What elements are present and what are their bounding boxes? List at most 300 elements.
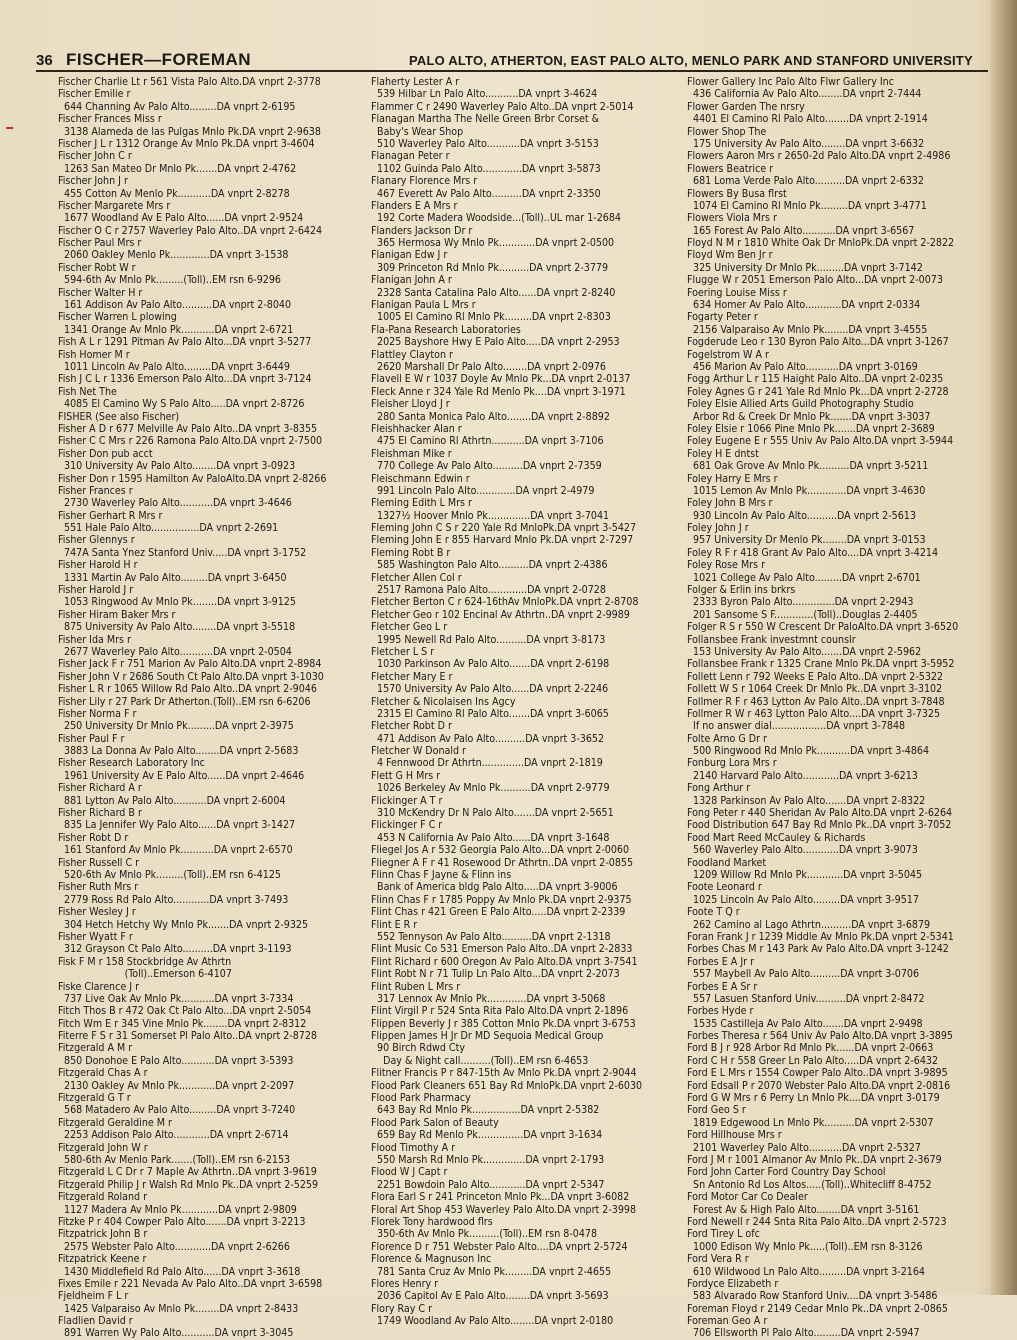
listing-line: Fleck Anne r 324 Yale Rd Menlo Pk....DA vnprt 3-1971	[371, 385, 626, 398]
listing-line: Fish A L r 1291 Pitman Av Palo Alto...DA vnprt 3-5277	[58, 336, 312, 349]
listing-line: Flattley Clayton r	[371, 348, 453, 361]
header-rule	[36, 70, 988, 72]
listing-line: Fleming Robt B r	[371, 546, 451, 559]
listing-line: Flanders Jackson Dr r	[371, 224, 473, 237]
listing-line: Flood W J Capt r	[371, 1166, 448, 1179]
listing-line: 250 University Dr Mnlo Pk.........DA vnprt 2-3975	[58, 720, 294, 733]
listing-line: Fisher Jack F r 751 Marion Av Palo Alto.DA vnprt 2-8984	[58, 658, 322, 671]
listing-line: 161 Addison Av Palo Alto..........DA vnprt 2-8040	[58, 299, 292, 312]
listing-line: 875 University Av Palo Alto........DA vnprt 3-5518	[58, 621, 296, 634]
listing-line: Floral Art Shop 453 Waverley Palo Alto.DA vnprt 2-3998	[371, 1203, 637, 1216]
listing-line: 747A Santa Ynez Stanford Univ.....DA vnprt 3-1752	[58, 546, 307, 559]
listing-line: Flowers By Busa flrst	[687, 187, 787, 200]
listing-line: Forbes E A Sr r	[687, 980, 758, 993]
listing-line: 1011 Lincoln Av Palo Alto.........DA vnprt 3-6449	[58, 360, 290, 373]
listing-line: 1021 College Av Palo Alto.........DA vnprt 2-6701	[687, 571, 921, 584]
listing-line: Fisher John V r 2686 South Ct Palo Alto.DA vnprt 3-1030	[58, 670, 324, 683]
listing-line: Sn Antonio Rd Los Altos.....(Toll)..Whitecliff 8-4752	[687, 1178, 932, 1191]
listing-line: 1074 El Camino Rl Mnlo Pk.........DA vnprt 3-4771	[687, 199, 927, 212]
listing-line: Ford C H r 558 Greer Ln Palo Alto.....DA vnprt 2-6432	[687, 1054, 939, 1067]
listing-line: Flood Park Salon of Beauty	[371, 1116, 499, 1129]
listing-line: 991 Lincoln Palo Alto.............DA vnprt 2-4979	[371, 484, 595, 497]
listing-line: Ford Tirey L ofc	[687, 1228, 760, 1241]
listing-line: 643 Bay Rd Mnlo Pk................DA vnprt 2-5382	[371, 1104, 600, 1117]
listing-line: 1209 Willow Rd Mnlo Pk............DA vnprt 3-5045	[687, 869, 923, 881]
listing-line: 2251 Bowdoin Palo Alto............DA vnprt 2-5347	[371, 1178, 605, 1191]
listing-line: 557 Lasuen Stanford Univ..........DA vnprt 2-8472	[687, 992, 925, 1005]
listing-line: Foley Agnes G r 241 Yale Rd Mnlo Pk...DA vnprt 2-2728	[687, 385, 949, 398]
listing-column-2	[371, 76, 671, 1327]
listing-line: 1053 Ringwood Av Mnlo Pk........DA vnprt 3-9125	[58, 596, 296, 609]
listing-line: 475 El Camino Rl Athrtn...........DA vnprt 3-7106	[371, 435, 604, 448]
listing-line: Flugge W r 2051 Emerson Palo Alto...DA vnprt 2-0073	[687, 274, 943, 287]
listing-line: Fischer Warren L plowing	[58, 311, 177, 324]
page-binding-edge	[990, 0, 1017, 1295]
listing-line: Ford G W Mrs r 6 Perry Ln Mnlo Pk....DA vnprt 3-0179	[687, 1092, 940, 1105]
listing-line: 539 Hilbar Ln Palo Alto...........DA vnprt 3-4624	[371, 88, 598, 101]
listing-line: 1570 University Av Palo Alto......DA vnprt 2-2246	[371, 683, 609, 696]
listing-line: Fliegner A F r 41 Rosewood Dr Athrtn..DA vnprt 2-0855	[371, 856, 634, 869]
listing-line: Flowers Aaron Mrs r 2650-2d Palo Alto.DA vnprt 2-4986	[687, 150, 951, 163]
listing-line: Fisher L R r 1065 Willow Rd Palo Alto..DA vnprt 2-9046	[58, 683, 317, 696]
listing-line: 957 University Dr Menlo Pk........DA vnprt 3-0153	[687, 534, 926, 547]
listing-line: Flanary Florence Mrs r	[371, 175, 478, 188]
listing-line: Foley Rose Mrs r	[687, 559, 765, 572]
listing-line: Ford J M r 1001 Almanor Av Mnlo Pk..DA vnprt 2-3679	[687, 1153, 942, 1166]
listing-line: 610 Wildwood Ln Palo Alto.........DA vnprt 3-2164	[687, 1265, 925, 1278]
listing-line: 467 Everett Av Palo Alto..........DA vnprt 2-3350	[371, 187, 601, 200]
listing-line: Fletcher L S r	[371, 645, 435, 658]
listing-line: FISHER (See also Fischer)	[58, 410, 180, 423]
listing-line: Foley John B Mrs r	[687, 497, 773, 510]
listing-line: Fischer John C r	[58, 150, 132, 163]
listing-line: 455 Cotton Av Menlo Pk...........DA vnprt 2-8278	[58, 187, 290, 200]
listing-line: Fleming John E r 855 Harvard Mnlo Pk.DA vnprt 2-7297	[371, 534, 634, 547]
listing-line: Fiske Clarence J r	[58, 980, 139, 993]
listing-line: Flint Music Co 531 Emerson Palo Alto..DA vnprt 2-2833	[371, 943, 633, 956]
listing-line: Fjeldheim F L r	[58, 1290, 129, 1303]
listing-line: Fletcher Robt D r	[371, 720, 452, 733]
listing-line: Fogderude Leo r 130 Byron Palo Alto...DA vnprt 3-1267	[687, 336, 949, 349]
listing-line: Foley Harry E Mrs r	[687, 472, 778, 485]
listing-line: Fisher Richard A r	[58, 782, 142, 795]
listing-line: Arbor Rd & Creek Dr Mnlo Pk.......DA vnprt 3-3037	[687, 410, 931, 423]
listing-line: 2315 El Camino Rl Palo Alto.......DA vnprt 3-6065	[371, 707, 609, 720]
listing-line: Flory Ray C r	[371, 1302, 433, 1315]
listing-line: 1026 Berkeley Av Mnlo Pk..........DA vnprt 2-9779	[371, 782, 610, 795]
listing-line: Flint Virgil P r 524 Snta Rita Palo Alto.DA vnprt 2-1896	[371, 1005, 629, 1018]
listing-line: Ford B J r 928 Arbor Rd Mnlo Pk......DA vnprt 2-0663	[687, 1042, 934, 1055]
listing-line: Ford Motor Car Co Dealer	[687, 1191, 808, 1204]
listing-line: Fleishhacker Alan r	[371, 422, 462, 435]
listing-line: Florek Tony hardwood flrs	[371, 1215, 493, 1228]
listing-line: 165 Forest Av Palo Alto...........DA vnprt 3-6567	[687, 224, 915, 237]
listing-line: 1030 Parkinson Av Palo Alto.......DA vnprt 2-6198	[371, 658, 610, 671]
listing-line: Flowers Viola Mrs r	[687, 212, 777, 225]
listing-line: 201 Sansome S F.............(Toll)..Douglas 2-4405	[687, 608, 918, 621]
listing-line: Flanigan Edw J r	[371, 249, 448, 262]
listing-line: 557 Maybell Av Palo Alto..........DA vnprt 3-0706	[687, 968, 920, 981]
listing-line: Flint Robt N r 71 Tulip Ln Palo Alto...DA vnprt 2-2073	[371, 968, 620, 981]
listing-line: 659 Bay Rd Menlo Pk...............DA vnprt 3-1634	[371, 1129, 603, 1142]
listing-line: Foley H E dntst	[687, 447, 759, 460]
listing-line: Flanigan John A r	[371, 274, 452, 287]
listing-line: Flood Park Pharmacy	[371, 1092, 471, 1105]
listing-line: Fischer Margarete Mrs r	[58, 199, 171, 212]
listing-line: Fitzgerald Philip J r Walsh Rd Mnlo Pk..DA vnprt 2-5259	[58, 1178, 319, 1191]
margin-mark	[6, 127, 13, 129]
listing-line: Foran Frank J r 1239 Middle Av Mnlo Pk.DA vnprt 2-5341	[687, 930, 954, 943]
listing-line: 1961 University Av E Palo Alto......DA vnprt 2-4646	[58, 769, 305, 782]
listing-line: 560 Waverley Palo Alto............DA vnprt 3-9073	[687, 844, 918, 857]
listing-line: Flood Park Cleaners 651 Bay Rd MnloPk.DA vnprt 2-6030	[371, 1079, 643, 1092]
listing-line: Floyd N M r 1810 White Oak Dr MnloPk.DA vnprt 2-2822	[687, 237, 955, 250]
listing-line: Fischer Paul Mrs r	[58, 237, 142, 250]
listing-line: 2620 Marshall Dr Palo Alto........DA vnprt 2-0976	[371, 360, 606, 373]
listing-line: 881 Lytton Av Palo Alto...........DA vnprt 2-6004	[58, 794, 286, 807]
listing-line: Fisher C C Mrs r 226 Ramona Palo Alto.DA vnprt 2-7500	[58, 435, 323, 448]
listing-line: Fletcher & Nicolaisen Ins Agcy	[371, 695, 516, 708]
listing-line: Fitzpatrick Keene r	[58, 1253, 147, 1266]
running-head: FISCHER—FOREMAN	[66, 50, 252, 69]
listing-line: Follansbee Frank r 1325 Crane Mnlo Pk.DA vnprt 3-5952	[687, 658, 955, 671]
listing-line: Flickinger A T r	[371, 794, 443, 807]
listing-line: Fogg Arthur L r 115 Haight Palo Alto..DA vnprt 2-0235	[687, 373, 944, 386]
listing-line: Foley John J r	[687, 522, 749, 535]
listing-line: Ford Edsall P r 2070 Webster Palo Alto.DA vnprt 2-0816	[687, 1079, 951, 1092]
listing-line: Foodland Market	[687, 856, 767, 869]
listing-line: 2025 Bayshore Hwy E Palo Alto.....DA vnprt 2-2953	[371, 336, 620, 349]
listing-line: 1015 Lemon Av Mnlo Pk.............DA vnprt 3-4630	[687, 484, 926, 497]
listing-line: Fleishman Mike r	[371, 447, 452, 460]
listing-line: Fisher Ruth Mrs r	[58, 881, 139, 894]
listing-line: Ford John Carter Ford Country Day School	[687, 1166, 886, 1179]
listing-line: Fitzgerald Chas A r	[58, 1067, 148, 1080]
listing-line: Baby's Wear Shop	[371, 125, 464, 138]
listing-line: 436 California Av Palo Alto........DA vnprt 2-7444	[687, 88, 922, 101]
listing-line: Flippen James H Jr Dr MD Sequoia Medical Group	[371, 1030, 604, 1043]
listing-line: Fisher Frances r	[58, 484, 133, 497]
listing-line: Fisher Don pub acct	[58, 447, 153, 460]
listing-line: Food Distribution 647 Bay Rd Mnlo Pk..DA vnprt 3-7052	[687, 819, 952, 832]
listing-line: Fisher Hiram Baker Mrs r	[58, 608, 176, 621]
listing-line: 770 College Av Palo Alto..........DA vnprt 2-7359	[371, 460, 602, 473]
listing-line: 850 Donohoe E Palo Alto...........DA vnprt 3-5393	[58, 1054, 294, 1067]
listing-line: Fisk F M r 158 Stockbridge Av Athrtn	[58, 955, 232, 968]
listing-line: Fischer Charlie Lt r 561 Vista Palo Alto.DA vnprt 2-3778	[58, 76, 321, 88]
listing-line: 471 Addison Av Palo Alto..........DA vnprt 3-3652	[371, 732, 605, 745]
listing-line: 1341 Orange Av Mnlo Pk...........DA vnprt 2-6721	[58, 323, 294, 336]
listing-line: Fischer John J r	[58, 175, 128, 188]
listing-line: 2253 Addison Palo Alto............DA vnprt 2-6714	[58, 1129, 289, 1142]
listing-line: Fitch Thos B r 472 Oak Ct Palo Alto...DA vnprt 2-5054	[58, 1005, 312, 1018]
listing-line: Fla-Pana Research Laboratories	[371, 323, 521, 336]
listing-line: Ford E L Mrs r 1554 Cowper Palo Alto..DA vnprt 3-9895	[687, 1067, 948, 1080]
listing-line: 453 N California Av Palo Alto......DA vnprt 3-1648	[371, 831, 610, 844]
listing-line: Fitzgerald Geraldine M r	[58, 1116, 172, 1129]
listing-line: Follett Lenn r 792 Weeks E Palo Alto..DA vnprt 2-5322	[687, 670, 944, 683]
listing-line: Fitzgerald John W r	[58, 1141, 148, 1154]
listing-line: 2060 Oakley Menlo Pk.............DA vnprt 3-1538	[58, 249, 289, 262]
listing-line: Fong Peter r 440 Sheridan Av Palo Alto.DA vnprt 2-6264	[687, 807, 953, 820]
listing-line: 1263 San Mateo Dr Mnlo Pk.......DA vnprt 2-4762	[58, 162, 297, 175]
listing-line: Flower Garden The nrsry	[687, 100, 805, 113]
listing-line: Fladlien David r	[58, 1315, 133, 1328]
listing-line: 456 Marion Av Palo Alto...........DA vnprt 3-0169	[687, 360, 918, 373]
listing-line: Foley R F r 418 Grant Av Palo Alto....DA vnprt 3-4214	[687, 546, 939, 559]
listing-line: Fixes Emile r 221 Nevada Av Palo Alto..DA vnprt 3-6598	[58, 1277, 323, 1290]
listing-line: Fletcher W Donald r	[371, 745, 466, 758]
listing-line: 520-6th Av Mnlo Pk.........(Toll)..EM rsn 6-4125	[58, 869, 281, 881]
listing-line: Flanagan Martha The Nelle Green Brbr Corset &	[371, 113, 600, 126]
listing-line: 3883 La Donna Av Palo Alto........DA vnprt 2-5683	[58, 745, 299, 758]
listing-line: Follansbee Frank investmnt counslr	[687, 633, 856, 646]
listing-line: Fogarty Peter r	[687, 311, 758, 324]
listing-line: 2130 Oakley Av Mnlo Pk............DA vnprt 2-2097	[58, 1079, 295, 1092]
listing-line: 312 Grayson Ct Palo Alto..........DA vnprt 3-1193	[58, 943, 292, 956]
listing-line: Fisher Harold H r	[58, 559, 138, 572]
listing-line: Foreman Geo A r	[687, 1315, 768, 1328]
listing-line: Forbes Chas M r 143 Park Av Palo Alto.DA vnprt 3-1242	[687, 943, 949, 956]
listing-line: 2730 Waverley Palo Alto...........DA vnprt 3-4646	[58, 497, 292, 510]
listing-column-3	[687, 76, 987, 1340]
listing-line: Fischer Robt W r	[58, 261, 136, 274]
listing-line: Fisher Robt D r	[58, 831, 129, 844]
listing-line: (Toll)..Emerson 6-4107	[58, 968, 232, 981]
listing-line: Fisher Wyatt F r	[58, 930, 133, 943]
listing-line: Fish Homer M r	[58, 348, 130, 361]
listing-line: 4401 El Camino Rl Palo Alto........DA vnprt 2-1914	[687, 113, 928, 126]
listing-line: Flower Shop The	[687, 125, 767, 138]
listing-line: 2517 Ramona Palo Alto.............DA vnprt 2-0728	[371, 584, 606, 597]
listing-line: 550 Marsh Rd Mnlo Pk..............DA vnprt 2-1793	[371, 1153, 605, 1166]
listing-line: Fisher Ida Mrs r	[58, 633, 131, 646]
listing-line: 1000 Edison Wy Mnlo Pk.....(Toll)..EM rsn 8-3126	[687, 1240, 923, 1253]
listing-line: Food Mart Reed McCauley & Richards	[687, 831, 866, 844]
listing-line: Fisher Don r 1595 Hamilton Av PaloAlto.DA vnprt 2-8266	[58, 472, 327, 485]
listing-line: Bank of America bldg Palo Alto.....DA vnprt 3-9006	[371, 881, 618, 894]
listing-line: Follmer R F r 463 Lytton Av Palo Alto..DA vnprt 3-7848	[687, 695, 945, 708]
listing-line: 681 Oak Grove Av Mnlo Pk..........DA vnprt 3-5211	[687, 460, 929, 473]
listing-line: Flett G H Mrs r	[371, 769, 441, 782]
listing-line: 1425 Valparaiso Av Mnlo Pk........DA vnprt 2-8433	[58, 1302, 299, 1315]
listing-line: Flinn Chas F r 1785 Poppy Av Mnlo Pk.DA vnprt 2-9375	[371, 893, 632, 906]
listing-line: 1127 Madera Av Mnlo Pk............DA vnprt 2-9809	[58, 1203, 297, 1216]
listing-line: Fonburg Lora Mrs r	[687, 757, 777, 770]
listing-line: Fletcher Mary E r	[371, 670, 453, 683]
listing-line: 1331 Martin Av Palo Alto.........DA vnprt 3-6450	[58, 571, 287, 584]
listing-line: Fleming John C S r 220 Yale Rd MnloPk.DA vnprt 3-5427	[371, 522, 637, 535]
listing-line: Day & Night call..........(Toll)..EM rsn 6-4653	[371, 1054, 589, 1067]
listing-line: Fletcher Geo r 102 Encinal Av Athrtn..DA vnprt 2-9989	[371, 608, 630, 621]
listing-line: 1328 Parkinson Av Palo Alto.......DA vnprt 2-8322	[687, 794, 926, 807]
listing-line: 365 Hermosa Wy Mnlo Pk............DA vnprt 2-0500	[371, 237, 615, 250]
listing-line: 309 Princeton Rd Mnlo Pk..........DA vnprt 2-3779	[371, 261, 609, 274]
listing-line: Fletcher Geo L r	[371, 621, 448, 634]
listing-line: Ford Vera R r	[687, 1253, 749, 1266]
listing-line: Fitch Wm E r 345 Vine Mnlo Pk........DA vnprt 2-8312	[58, 1017, 307, 1030]
listing-line: 1749 Woodland Av Palo Alto........DA vnprt 2-0180	[371, 1315, 614, 1328]
listing-line: Flippen Beverly J r 385 Cotton Mnlo Pk.DA vnprt 3-6753	[371, 1017, 636, 1030]
listing-line: Fisher Glennys r	[58, 534, 135, 547]
listing-line: 891 Warren Wy Palo Alto...........DA vnprt 3-3045	[58, 1327, 294, 1340]
listing-line: 310 University Av Palo Alto........DA vnprt 3-0923	[58, 460, 296, 473]
listing-line: Ford Hillhouse Mrs r	[687, 1129, 782, 1142]
listing-line: Folger & Erlin ins brkrs	[687, 584, 796, 597]
listing-line: 1102 Guinda Palo Alto.............DA vnprt 3-5873	[371, 162, 601, 175]
page-number: 36	[36, 52, 53, 69]
listing-line: 192 Corte Madera Woodside...(Toll)..UL mar 1-2684	[371, 212, 621, 225]
listing-line: Fischer Walter H r	[58, 286, 143, 299]
listing-line: Flanders E A Mrs r	[371, 199, 458, 212]
listing-line: Ford Geo S r	[687, 1104, 746, 1117]
listing-line: Foley Elsie Allied Arts Guild Photography Studio	[687, 398, 914, 411]
listing-line: 2036 Capitol Av E Palo Alto........DA vnprt 3-5693	[371, 1290, 609, 1303]
listing-line: Fliegel Jos A r 532 Georgia Palo Alto...DA vnprt 2-0060	[371, 844, 630, 857]
listing-line: Forbes Hyde r	[687, 1005, 754, 1018]
listing-line: 153 University Av Palo Alto.......DA vnprt 2-5962	[687, 645, 922, 658]
listing-line: Fisher Research Laboratory Inc	[58, 757, 205, 770]
listing-line: 2333 Byron Palo Alto..............DA vnprt 2-2943	[687, 596, 914, 609]
listing-line: 585 Washington Palo Alto..........DA vnprt 2-4386	[371, 559, 608, 572]
listing-line: Fisher Wesley J r	[58, 906, 136, 919]
listing-line: Fitzke P r 404 Cowper Palo Alto.......DA vnprt 3-2213	[58, 1215, 306, 1228]
listing-line: 161 Stanford Av Mnlo Pk...........DA vnprt 2-6570	[58, 844, 293, 857]
listing-line: 835 La Jennifer Wy Palo Alto......DA vnprt 3-1427	[58, 819, 296, 832]
listing-line: 1430 Middlefield Rd Palo Alto......DA vnprt 3-3618	[58, 1265, 301, 1278]
listing-line: 551 Hale Palo Alto................DA vnprt 2-2691	[58, 522, 279, 535]
listing-line: 2140 Harvard Palo Alto............DA vnprt 3-6213	[687, 769, 918, 782]
listing-line: 280 Santa Monica Palo Alto........DA vnprt 2-8892	[371, 410, 610, 423]
listing-line: Fisher Russell C r	[58, 856, 140, 869]
listing-line: 706 Ellsworth Pl Palo Alto.........DA vnprt 2-5947	[687, 1327, 920, 1340]
listing-line: Fitzgerald A M r	[58, 1042, 133, 1055]
listing-line: 4085 El Camino Wy S Palo Alto.....DA vnprt 2-8726	[58, 398, 305, 411]
listing-line: Florence & Magnuson Inc	[371, 1253, 492, 1266]
listing-line: Forbes E A Jr r	[687, 955, 755, 968]
listing-line: Fogelstrom W A r	[687, 348, 769, 361]
listing-line: Fisher Lily r 27 Park Dr Atherton.(Toll)..EM rsn 6-6206	[58, 695, 311, 708]
listing-line: Fischer Emilie r	[58, 88, 131, 101]
listing-line: Flint Richard r 600 Oregon Av Palo Alto.DA vnprt 3-7541	[371, 955, 638, 968]
listing-line: Foley Eugene E r 555 Univ Av Palo Alto.DA vnprt 3-5944	[687, 435, 954, 448]
listing-line: Fiterre F S r 31 Somerset Pl Palo Alto..DA vnprt 2-8728	[58, 1030, 317, 1043]
listing-line: 634 Homer Av Palo Alto............DA vnprt 2-0334	[687, 299, 921, 312]
listing-line: Fischer J L r 1312 Orange Av Mnlo Pk.DA vnprt 3-4604	[58, 137, 315, 150]
listing-line: Fleisher Lloyd J r	[371, 398, 450, 411]
listing-line: 1535 Castilleja Av Palo Alto.......DA vnprt 2-9498	[687, 1017, 923, 1030]
listing-line: Foote Leonard r	[687, 881, 762, 894]
listing-line: Folger R S r 550 W Crescent Dr PaloAlto.DA vnprt 3-6520	[687, 621, 959, 634]
listing-line: 552 Tennyson Av Palo Alto..........DA vnprt 2-1318	[371, 930, 611, 943]
page-header	[36, 50, 988, 72]
listing-line: Flammer C r 2490 Waverley Palo Alto..DA vnprt 2-5014	[371, 100, 634, 113]
listing-line: Follmer R W r 463 Lytton Palo Alto....DA vnprt 3-7325	[687, 707, 941, 720]
listing-line: Flint E R r	[371, 918, 418, 931]
listing-line: 304 Hetch Hetchy Wy Mnlo Pk.......DA vnprt 2-9325	[58, 918, 309, 931]
listing-line: 2779 Ross Rd Palo Alto............DA vnprt 3-7493	[58, 893, 289, 906]
listing-line: 930 Lincoln Av Palo Alto..........DA vnprt 2-5613	[687, 509, 916, 522]
listing-line: Forbes Theresa r 564 Univ Av Palo Alto.DA vnprt 3-3895	[687, 1030, 953, 1043]
region-heading: PALO ALTO, ATHERTON, EAST PALO ALTO, MENLO PARK AND STANFORD UNIVERSITY	[409, 53, 973, 68]
listing-line: Fleming Edith L Mrs r	[371, 497, 472, 510]
listing-line: Foote T Q r	[687, 906, 740, 919]
listing-column-1	[58, 76, 358, 1340]
listing-line: 681 Loma Verde Palo Alto..........DA vnprt 2-6332	[687, 175, 924, 188]
listing-line: 2156 Valparaiso Av Mnlo Pk........DA vnprt 3-4555	[687, 323, 928, 336]
listing-line: Fitzgerald Roland r	[58, 1191, 147, 1204]
listing-line: 644 Channing Av Palo Alto.........DA vnprt 2-6195	[58, 100, 296, 113]
listing-line: 781 Santa Cruz Av Mnlo Pk.........DA vnprt 2-4655	[371, 1265, 612, 1278]
listing-line: 2101 Waverley Palo Alto...........DA vnprt 2-5327	[687, 1141, 921, 1154]
listing-line: Fischer O C r 2757 Waverley Palo Alto..DA vnprt 2-6424	[58, 224, 323, 237]
listing-line: Flores Henry r	[371, 1277, 439, 1290]
listing-line: Fisher Harold J r	[58, 584, 134, 597]
listing-line: 310 McKendry Dr N Palo Alto.......DA vnprt 2-5651	[371, 807, 614, 820]
listing-line: Flinn Chas F Jayne & Flinn ins	[371, 869, 512, 881]
listing-line: 2328 Santa Catalina Palo Alto......DA vnprt 2-8240	[371, 286, 616, 299]
listing-line: 594-6th Av Mnlo Pk.........(Toll)..EM rsn 6-9296	[58, 274, 281, 287]
listing-line: Fordyce Elizabeth r	[687, 1277, 779, 1290]
listing-line: 325 University Dr Mnlo Pk.........DA vnprt 3-7142	[687, 261, 923, 274]
listing-line: Fisher Gerhart R Mrs r	[58, 509, 163, 522]
listing-line: Fish J C L r 1336 Emerson Palo Alto...DA vnprt 3-7124	[58, 373, 312, 386]
listing-line: Flint Chas r 421 Green E Palo Alto.....DA vnprt 2-2339	[371, 906, 626, 919]
listing-line: Fish Net The	[58, 385, 117, 398]
listing-line: Ford Newell r 244 Snta Rita Palo Alto..DA vnprt 2-5723	[687, 1215, 947, 1228]
listing-line: Fletcher Allen Col r	[371, 571, 462, 584]
listing-line: Flickinger F C r	[371, 819, 443, 832]
listing-line: 90 Birch Rdwd Cty	[371, 1042, 465, 1055]
listing-line: Foering Louise Miss r	[687, 286, 787, 299]
listing-line: Flood Timothy A r	[371, 1141, 456, 1154]
listing-line: If no answer dial..................DA vnprt 3-7848	[687, 720, 906, 733]
listing-line: Flitner Francis P r 847-15th Av Mnlo Pk.DA vnprt 2-9044	[371, 1067, 637, 1080]
listing-line: 1677 Woodland Av E Palo Alto......DA vnprt 2-9524	[58, 212, 304, 225]
listing-line: 2677 Waverley Palo Alto...........DA vnprt 2-0504	[58, 645, 292, 658]
listing-line: 175 University Av Palo Alto........DA vnprt 3-6632	[687, 137, 925, 150]
listing-line: Fleischmann Edwin r	[371, 472, 470, 485]
listing-line: 1025 Lincoln Av Palo Alto.........DA vnprt 3-9517	[687, 893, 919, 906]
listing-line: Foreman Floyd r 2149 Cedar Mnlo Pk..DA vnprt 2-0865	[687, 1302, 948, 1315]
listing-line: 737 Live Oak Av Mnlo Pk...........DA vnprt 3-7334	[58, 992, 294, 1005]
listing-line: 350-6th Av Mnlo Pk..........(Toll)..EM rsn 8-0478	[371, 1228, 598, 1241]
listing-line: Foley Elsie r 1066 Pine Mnlo Pk.......DA vnprt 2-3689	[687, 422, 935, 435]
listing-line: Florence D r 751 Webster Palo Alto....DA vnprt 2-5724	[371, 1240, 628, 1253]
listing-line: Fisher Paul F r	[58, 732, 125, 745]
listing-line: Fitzpatrick John B r	[58, 1228, 148, 1241]
listing-line: 3138 Alameda de las Pulgas Mnlo Pk.DA vnprt 2-9638	[58, 125, 321, 138]
listing-line: 1327½ Hoover Mnlo Pk..............DA vnprt 3-7041	[371, 509, 610, 522]
listing-line: 583 Alvarado Row Stanford Univ....DA vnprt 3-5486	[687, 1290, 938, 1303]
listing-line: Fletcher Berton C r 624-16thAv MnloPk.DA vnprt 2-8708	[371, 596, 639, 609]
listing-line: Fitzgerald L C Dr r 7 Maple Av Athrtn..DA vnprt 3-9619	[58, 1166, 317, 1179]
listing-line: 4 Fennwood Dr Athrtn..............DA vnprt 2-1819	[371, 757, 603, 770]
listing-line: Floyd Wm Ben Jr r	[687, 249, 773, 262]
listing-line: 1005 El Camino Rl Mnlo Pk.........DA vnprt 2-8303	[371, 311, 611, 324]
listing-line: 500 Ringwood Rd Mnlo Pk...........DA vnprt 3-4864	[687, 745, 930, 758]
listing-line: Flora Earl S r 241 Princeton Mnlo Pk...DA vnprt 3-6082	[371, 1191, 630, 1204]
listing-line: Follett W S r 1064 Creek Dr Mnlo Pk..DA vnprt 3-3102	[687, 683, 943, 696]
listing-line: Flower Gallery Inc Palo Alto Flwr Gallery Inc	[687, 76, 894, 88]
listing-line: Fisher A D r 677 Melville Av Palo Alto..DA vnprt 3-8355	[58, 422, 318, 435]
listing-line: 262 Camino al Lago Athrtn..........DA vnprt 3-6879	[687, 918, 931, 931]
listing-line: 1819 Edgewood Ln Mnlo Pk..........DA vnprt 2-5307	[687, 1116, 934, 1129]
listing-line: Flaherty Lester A r	[371, 76, 460, 88]
listing-line: Fitzgerald G T r	[58, 1092, 131, 1105]
listing-line: Fisher Richard B r	[58, 807, 142, 820]
listing-line: Flint Ruben L Mrs r	[371, 980, 461, 993]
